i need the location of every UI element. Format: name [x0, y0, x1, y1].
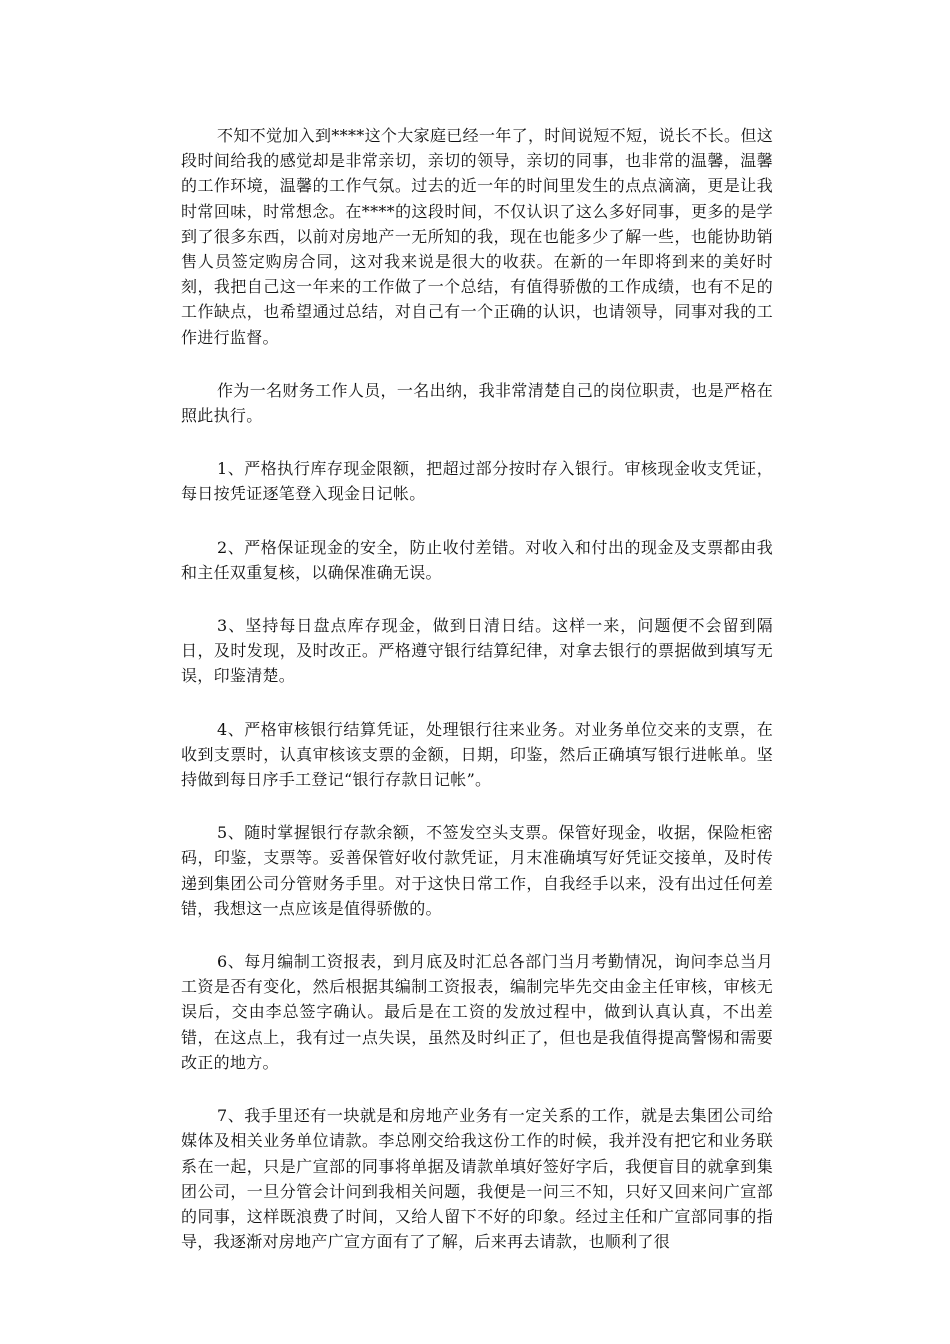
duty-item-4: 4、严格审核银行结算凭证，处理银行往来业务。对业务单位交来的支票，在收到支票时，认真审核该支票的金额，日期，印鉴，然后正确填写银行进帐单。坚持做到每日序手工登记“银行存款日记帐”。 — [181, 719, 773, 790]
intro-paragraph: 不知不觉加入到****这个大家庭已经一年了，时间说短不短，说长不长。但这段时间给我的感觉却是非常亲切，亲切的领导，亲切的同事，也非常的温馨，温馨的工作环境，温馨的工作气氛。过去的近一年的时间里发生的点点滴滴，更是让我时常回味，时常想念。在****的这段时间，不仅认识了这么多好同事，更多的是学到了很多东西，以前对房地产一无所知的我，现在也能多少了解一些，也能协助销售人员签定购房合同，这对我来说是很大的收获。在新的一年即将到来的美好时刻，我把自己这一年来的工作做了一个总结，有值得骄傲的工作成绩，也有不足的工作缺点，也希望通过总结，对自己有一个正确的认识，也请领导，同事对我的工作进行监督。 — [181, 126, 773, 347]
duty-item-1: 1、严格执行库存现金限额，把超过部分按时存入银行。审核现金收支凭证，每日按凭证逐笔登入现金日记帐。 — [181, 459, 773, 504]
duty-item-7: 7、我手里还有一块就是和房地产业务有一定关系的工作，就是去集团公司给媒体及相关业务单位请款。李总刚交给我这份工作的时候，我并没有把它和业务联系在一起，只是广宣部的同事将单据及请款单填好签好字后，我便盲目的就拿到集团公司，一旦分管会计问到我相关问题，我便是一问三不知，只好又回来问广宣部的同事，这样既浪费了时间，又给人留下不好的印象。经过主任和广宣部同事的指导，我逐渐对房地产广宣方面有了了解，后来再去请款，也顺利了很 — [181, 1106, 773, 1252]
duty-item-5: 5、随时掌握银行存款余额，不签发空头支票。保管好现金，收据，保险柜密码，印鉴，支票等。妥善保管好收付款凭证，月末准确填写好凭证交接单，及时传递到集团公司分管财务手里。对于这快日常工作，自我经手以来，没有出过任何差错，我想这一点应该是值得骄傲的。 — [181, 823, 773, 918]
duty-item-3: 3、坚持每日盘点库存现金，做到日清日结。这样一来，问题便不会留到隔日，及时发现，及时改正。严格遵守银行结算纪律，对拿去银行的票据做到填写无误，印鉴清楚。 — [181, 616, 773, 686]
document-body — [181, 123, 773, 1282]
role-paragraph: 作为一名财务工作人员，一名出纳，我非常清楚自己的岗位职责，也是严格在照此执行。 — [181, 380, 773, 426]
duty-item-2: 2、严格保证现金的安全，防止收付差错。对收入和付出的现金及支票都由我和主任双重复核，以确保准确无误。 — [181, 537, 773, 582]
duty-item-6: 6、每月编制工资报表，到月底及时汇总各部门当月考勤情况，询问李总当月工资是否有变化，然后根据其编制工资报表，编制完毕先交由金主任审核，审核无误后，交由李总签字确认。最后是在工资的发放过程中，做到认真认真，不出差错，在这点上，我有过一点失误，虽然及时纠正了，但也是我值得提高警惕和需要改正的地方。 — [181, 952, 773, 1072]
